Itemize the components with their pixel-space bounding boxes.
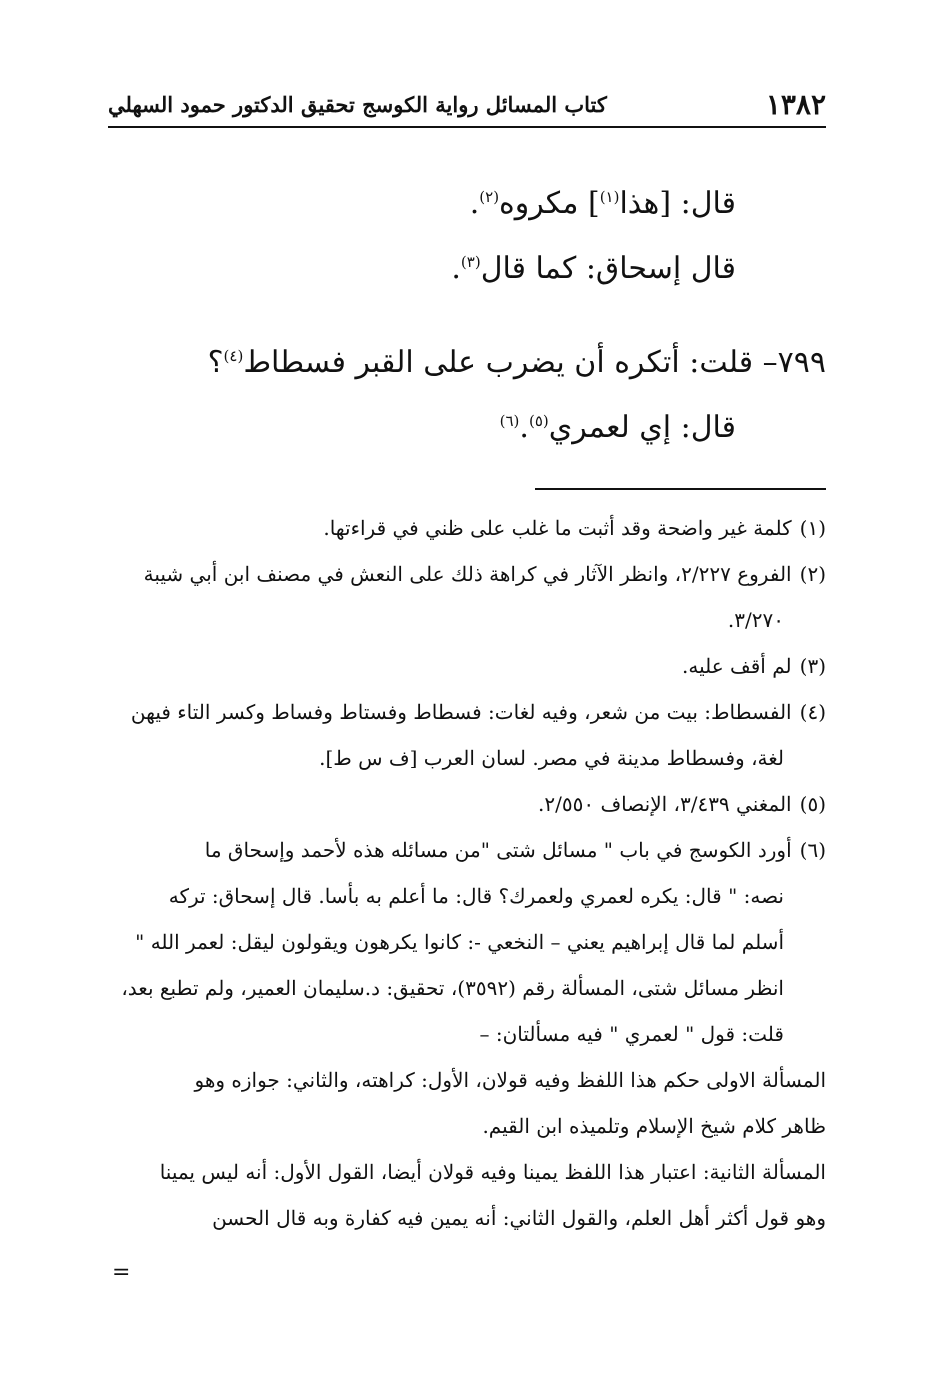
footnote-6-issue-2: المسألة الثانية: اعتبار هذا اللفظ يمينا وفيه قولان أيضا، القول الأول: أنه ليس يمينا: [159, 1160, 826, 1184]
footnote-text: المغني ٣/٤٣٩، الإنصاف ٢/٥٥٠.: [538, 792, 792, 816]
footnote-number: (٣): [799, 654, 826, 678]
text-fragment: .: [469, 186, 480, 221]
answer-line-2: [108, 233, 826, 298]
footnote-1: [108, 505, 826, 551]
footnote-6-line-4: انظر مسائل شتى، المسألة رقم (٣٥٩٢)، تحقيق: د.سليمان العمير، ولم تطبع بعد،: [121, 976, 784, 1000]
footnote-2-continued: ٣/٢٧٠.: [727, 608, 784, 632]
footnote-6-issue-2-continued: وهو قول أكثر أهل العلم، والقول الثاني: أنه يمين فيه كفارة وبه قال الحسن: [212, 1206, 826, 1230]
page-header: [108, 82, 826, 128]
text-fragment: قال: [هذا: [619, 186, 736, 221]
running-title: كتاب المسائل رواية الكوسج تحقيق الدكتور حمود السهلي: [108, 91, 607, 117]
footnote-6: [108, 827, 826, 873]
footnotes: [108, 505, 826, 1241]
footnote-3: [108, 643, 826, 689]
footnote-ref-6: (٦): [499, 412, 520, 430]
footnote-2: [108, 551, 826, 597]
text-fragment: .: [451, 251, 461, 286]
text-fragment: قال إسحاق: كما قال: [480, 251, 736, 286]
text-fragment: قال: إي لعمري: [548, 410, 736, 445]
footnote-4-continued: لغة، وفسطاط مدينة في مصر. لسان العرب [ف س ط].: [319, 746, 784, 770]
answer-line-3: [108, 392, 826, 457]
footnote-6-line-2: نصه: " قال: يكره لعمري ولعمرك؟ قال: ما أعلم به بأسا. قال إسحاق: تركه: [168, 884, 784, 908]
question-number: ٧٩٩–: [762, 345, 826, 380]
footnote-4: [108, 689, 826, 735]
footnote-separator: [535, 488, 826, 490]
footnote-number: (٥): [799, 792, 826, 816]
footnote-text: أورد الكوسج في باب " مسائل شتى "من مسائله هذه لأحمد وإسحاق ما: [204, 838, 792, 862]
question-block: [108, 327, 826, 457]
footnote-ref-1: (١): [599, 188, 620, 206]
text-fragment: ؟: [207, 345, 224, 380]
question-line: [108, 327, 826, 392]
footnote-ref-3: (٣): [460, 253, 481, 271]
footnote-5: [108, 781, 826, 827]
footnote-6-issue-1-continued: ظاهر كلام شيخ الإسلام وتلميذه ابن القيم.: [482, 1114, 826, 1138]
footnote-text: كلمة غير واضحة وقد أثبت ما غلب على ظني في قراءتها.: [323, 516, 792, 540]
footnote-ref-4: (٤): [223, 347, 244, 365]
footnote-ref-2: (٢): [479, 188, 500, 206]
continuation-mark: =: [112, 1260, 131, 1285]
footnote-text: الفسطاط: بيت من شعر، وفيه لغات: فسطاط وفستاط وفساط وكسر التاء فيهن: [130, 700, 792, 724]
footnote-number: (٤): [799, 700, 826, 724]
page-number: ١٣٨٢: [765, 87, 826, 121]
footnote-text: لم أقف عليه.: [682, 654, 792, 678]
footnote-number: (٦): [799, 838, 826, 862]
footnote-number: (١): [799, 516, 826, 540]
footnote-ref-5: (٥): [528, 412, 549, 430]
text-fragment: قلت: أتكره أن يضرب على القبر فسطاط: [243, 345, 754, 380]
main-text: [108, 168, 826, 298]
text-fragment: ] مكروه: [499, 186, 600, 221]
footnote-6-line-3: أسلم لما قال إبراهيم يعني – النخعي -: كانوا يكرهون ويقولون ليقل: لعمر الله ": [135, 930, 784, 954]
answer-line-1: [108, 168, 826, 233]
footnote-text: الفروع ٢/٢٢٧، وانظر الآثار في كراهة ذلك على النعش في مصنف ابن أبي شيبة: [143, 562, 792, 586]
footnote-number: (٢): [799, 562, 826, 586]
text-fragment: .: [519, 410, 529, 445]
footnote-6-issue-1: المسألة الاولى حكم هذا اللفظ وفيه قولان، الأول: كراهته، والثاني: جوازه وهو: [194, 1068, 826, 1092]
footnote-6-line-5: قلت: قول " لعمري " فيه مسألتان: –: [479, 1022, 784, 1046]
